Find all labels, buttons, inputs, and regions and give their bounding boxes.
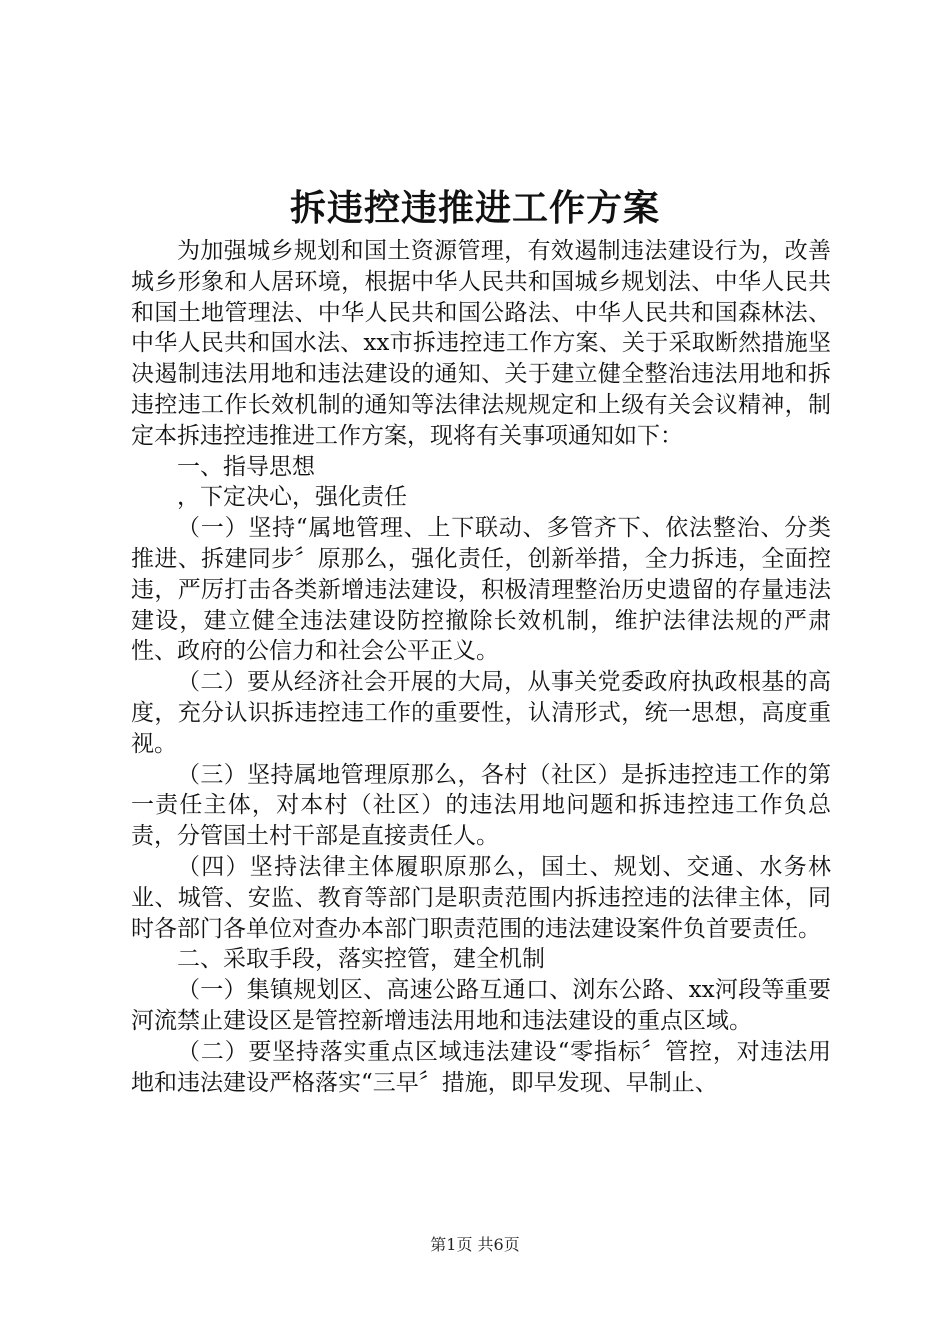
paragraph-intro: 为加强城乡规划和国土资源管理，有效遏制违法建设行为，改善城乡形象和人居环境，根据中华人民共和国城乡规划法、中华人民共和国土地管理法、中华人民共和国公路法、中华人民共和国森林法、中华人民共和国水法、xx市拆违控违工作方案、关于采取断然措施坚决遏制违法用地和违法建设的通知、关于建立健全整治违法用地和拆违控违工作长效机制的通知等法律法规规定和上级有关会议精神，制定本拆违控违推进工作方案，现将有关事项通知如下： xyxy=(131,238,831,449)
paragraph-measure-2: （二）要坚持落实重点区域违法建设“零指标〞管控，对违法用地和违法建设严格落实“三早〞措施，即早发现、早制止、 xyxy=(131,1038,831,1096)
section-heading-guiding-ideology: 一、指导思想 xyxy=(177,453,315,480)
page-number-footer: 第1页 共6页 xyxy=(430,1235,520,1254)
document-body xyxy=(131,236,831,1098)
paragraph-item-3: （三）坚持属地管理原那么，各村（社区）是拆违控违工作的第一责任主体，对本村（社区）的违法用地问题和拆违控违工作负总责，分管国土村干部是直接责任人。 xyxy=(131,761,831,850)
paragraph-item-1: （一）坚持“属地管理、上下联动、多管齐下、依法整治、分类推进、拆建同步〞原那么，强化责任，创新举措，全力拆违，全面控违，严厉打击各类新增违法建设，积极清理整治历史遗留的存量违法建设，建立健全违法建设防控撤除长效机制，维护法律法规的严肃性、政府的公信力和社会公平正义。 xyxy=(131,515,831,665)
paragraph-resolve: ，下定决心，强化责任 xyxy=(177,484,407,511)
paragraph-item-4: （四）坚持法律主体履职原那么，国土、规划、交通、水务林业、城管、安监、教育等部门是职责范围内拆违控违的法律主体，同时各部门各单位对查办本部门职责范围的违法建设案件负首要责任。 xyxy=(131,853,831,942)
document-title: 拆违控违推进工作方案 xyxy=(289,187,660,229)
paragraph-measure-1: （一）集镇规划区、高速公路互通口、浏东公路、xx河段等重要河流禁止建设区是管控新增违法用地和违法建设的重点区域。 xyxy=(131,977,831,1034)
section-heading-measures: 二、采取手段，落实控管，建全机制 xyxy=(177,946,545,973)
paragraph-item-2: （二）要从经济社会开展的大局，从事关党委政府执政根基的高度，充分认识拆违控违工作的重要性，认清形式，统一思想，高度重视。 xyxy=(131,669,831,757)
